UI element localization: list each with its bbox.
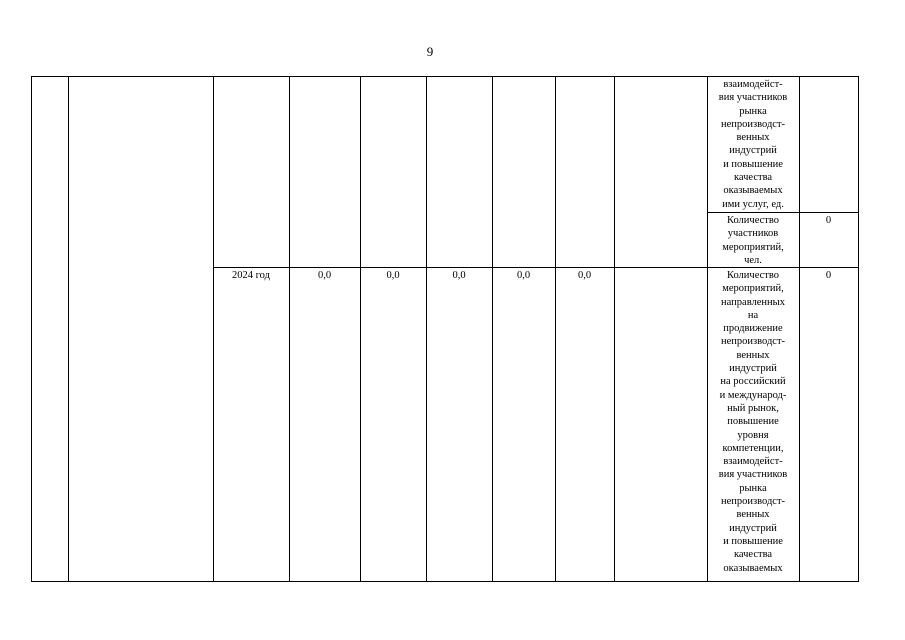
col-border bbox=[68, 76, 69, 582]
page-number: 9 bbox=[426, 44, 434, 59]
participants-indicator-value: 0 bbox=[825, 215, 832, 226]
amount-cell: 0,0 bbox=[577, 270, 592, 281]
col-border bbox=[289, 76, 290, 582]
table-bottom-border bbox=[31, 581, 859, 582]
col-border bbox=[555, 76, 556, 582]
col-border bbox=[31, 76, 32, 582]
col-border bbox=[360, 76, 361, 582]
events-indicator-label: Количество мероприятий, направленных на продвижение непроизводст- венных индустрий на российский и международ- ный рынок, повышение уровня компетенции, взаимодейст- вия участников рынка непроизводст- венных индустрий и повышение качества оказываемых bbox=[718, 270, 788, 574]
amount-cell: 0,0 bbox=[516, 270, 531, 281]
table-top-border bbox=[31, 76, 859, 77]
subrow-divider bbox=[707, 212, 859, 213]
col-border bbox=[614, 76, 615, 582]
col-border bbox=[426, 76, 427, 582]
col-border bbox=[492, 76, 493, 582]
year-cell: 2024 год bbox=[232, 270, 270, 281]
col-border bbox=[799, 76, 800, 582]
amount-cell: 0,0 bbox=[386, 270, 400, 281]
events-indicator-value: 0 bbox=[825, 270, 832, 281]
amount-cell: 0,0 bbox=[317, 270, 332, 281]
amount-cell: 0,0 bbox=[452, 270, 466, 281]
indicator-text-continued: взаимодейст- вия участников рынка непроизводст- венных индустрий и повышение качества оказываемых ими услуг, ед. bbox=[718, 79, 788, 210]
participants-indicator-label: Количество участников мероприятий, чел. bbox=[722, 215, 784, 266]
col-border bbox=[858, 76, 859, 582]
col-border bbox=[213, 76, 214, 582]
